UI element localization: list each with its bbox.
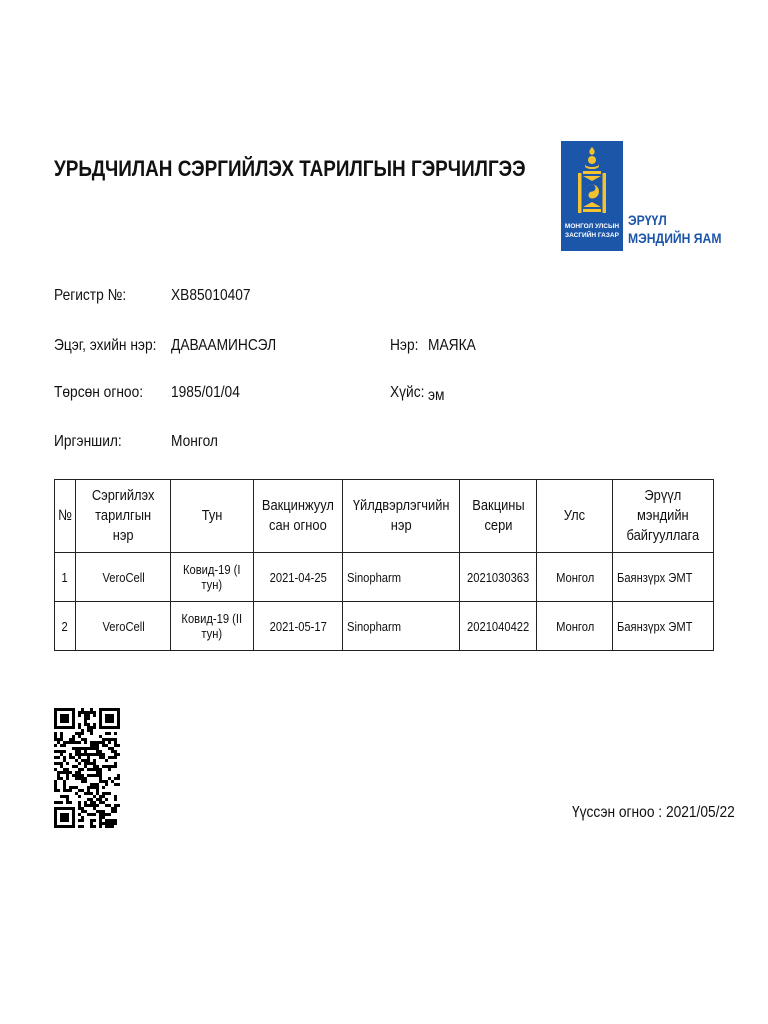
cell-organization: Баянзүрх ЭМТ: [613, 553, 714, 602]
cell-series: 2021040422: [460, 602, 537, 651]
created-date-label: Үүссэн огноо :: [572, 804, 663, 821]
qr-code-icon: [54, 707, 120, 829]
cell-date: 2021-04-25: [253, 553, 342, 602]
cell-manufacturer: Sinopharm: [342, 553, 459, 602]
header-dose: Тун: [171, 480, 254, 553]
citizenship-label: Иргэншил:: [54, 433, 122, 450]
ministry-name-line1: ЭРҮҮЛ: [628, 213, 667, 228]
soyombo-icon: [561, 141, 623, 221]
name-value: МАЯКА: [428, 337, 476, 354]
gender-label: Хүйс:: [390, 384, 425, 401]
cell-organization: Баянзүрх ЭМТ: [613, 602, 714, 651]
cell-manufacturer: Sinopharm: [342, 602, 459, 651]
cell-num: 1: [55, 553, 76, 602]
cell-num: 2: [55, 602, 76, 651]
cell-dose: Ковид-19 (II тун): [171, 602, 254, 651]
birth-date-value: 1985/01/04: [171, 384, 240, 401]
ministry-name: [628, 212, 721, 248]
cell-vaccine: VeroCell: [76, 602, 171, 651]
cell-dose: Ковид-19 (I тун): [171, 553, 254, 602]
emblem-caption-line1: МОНГОЛ УЛСЫН: [564, 223, 620, 230]
name-label: Нэр:: [390, 337, 419, 354]
emblem-caption-line2: ЗАСГИЙН ГАЗАР: [565, 232, 619, 239]
created-date-value: 2021/05/22: [665, 804, 735, 821]
cell-vaccine: VeroCell: [76, 553, 171, 602]
birth-date-label: Төрсөн огноо:: [54, 384, 144, 401]
cell-series: 2021030363: [460, 553, 537, 602]
gender-value: эм: [428, 387, 445, 404]
header-num: №: [55, 480, 76, 553]
cell-date: 2021-05-17: [253, 602, 342, 651]
government-emblem-logo: [561, 141, 623, 251]
register-label: Регистр №:: [54, 287, 127, 304]
citizenship-value: Монгол: [171, 433, 218, 450]
table-row: [55, 602, 714, 651]
register-value: ХВ85010407: [171, 287, 251, 304]
certificate-title: УРЬДЧИЛАН СЭРГИЙЛЭХ ТАРИЛГЫН ГЭРЧИЛГЭЭ: [54, 156, 526, 181]
vaccination-table: [54, 479, 714, 651]
header-organization: Эрүүл мэндийн байгууллага: [613, 480, 714, 553]
header-series: Вакцины сери: [460, 480, 537, 553]
cell-country: Монгол: [537, 602, 613, 651]
created-date: [572, 804, 735, 822]
header-date: Вакцинжуул сан огноо: [253, 480, 342, 553]
header-manufacturer: Үйлдвэрлэгчийн нэр: [342, 480, 459, 553]
surname-label: Эцэг, эхийн нэр:: [54, 337, 157, 354]
table-header-row: [55, 480, 714, 553]
ministry-name-line2: МЭНДИЙН ЯАМ: [628, 231, 722, 246]
surname-value: ДАВААМИНСЭЛ: [171, 337, 277, 354]
cell-country: Монгол: [537, 553, 613, 602]
header-vaccine: Сэргийлэх тарилгын нэр: [76, 480, 171, 553]
table-row: [55, 553, 714, 602]
header-country: Улс: [537, 480, 613, 553]
